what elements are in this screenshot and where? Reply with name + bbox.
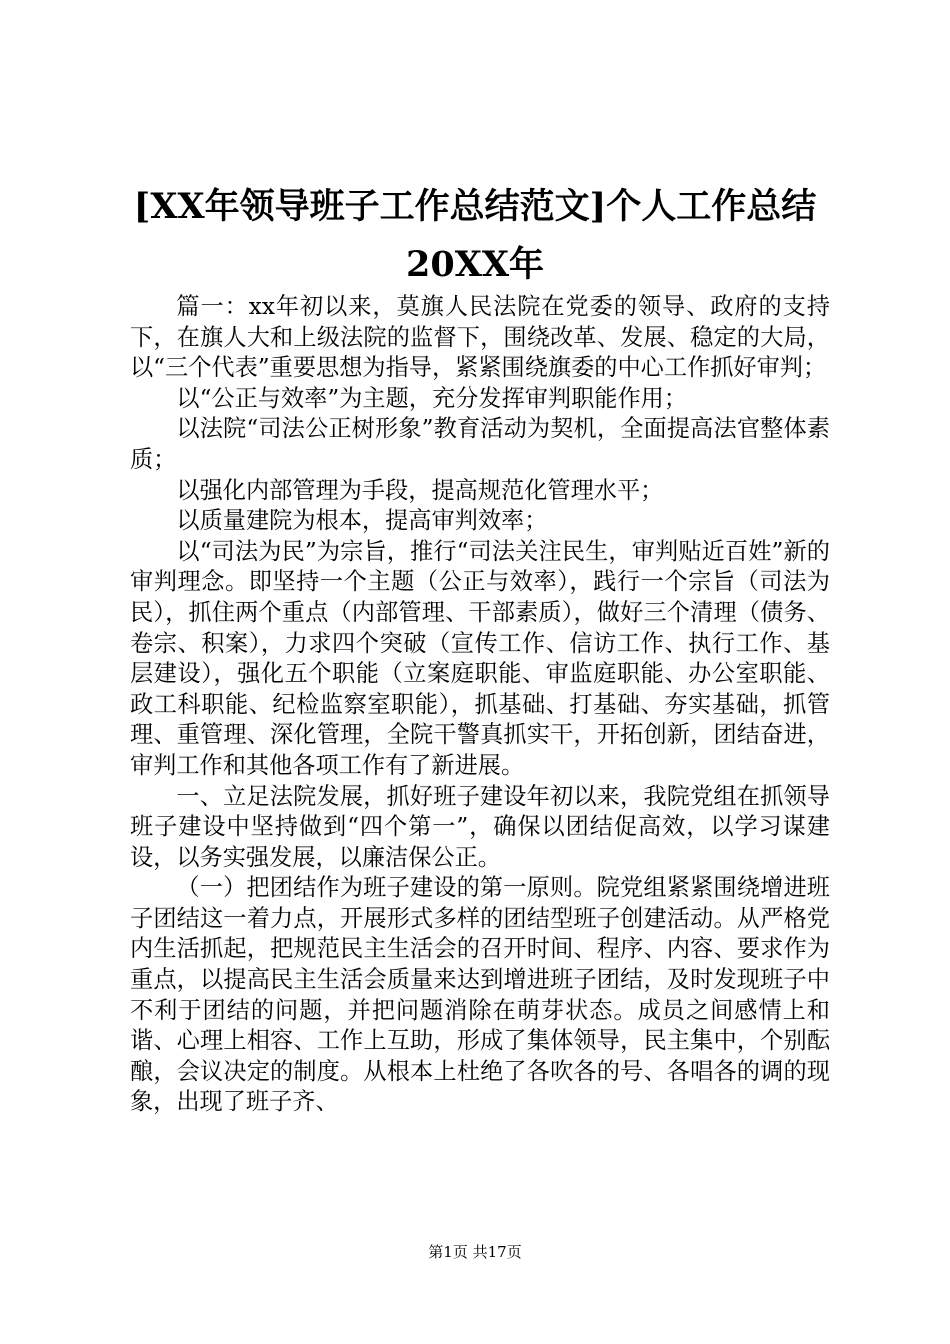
paragraph: 以“司法为民”为宗旨，推行“司法关注民生，审判贴近百姓”新的审判理念。即坚持一个主题（公正与效率），践行一个宗旨（司法为民），抓住两个重点（内部管理、干部素质），做好三个清理（债务、卷宗、积案），力求四个突破（宣传工作、信访工作、执行工作、基层建设），强化五个职能（立案庭职能、审监庭职能、办公室职能、政工科职能、纪检监察室职能），抓基础、打基础、夯实基础，抓管理、重管理、深化管理，全院干警真抓实干，开拓创新，团结奋进，审判工作和其他各项工作有了新进展。 (130, 537, 830, 779)
paragraph: （一）把团结作为班子建设的第一原则。院党组紧紧围绕增进班子团结这一着力点，开展形式多样的团结型班子创建活动。从严格党内生活抓起，把规范民主生活会的召开时间、程序、内容、要求作为重点，以提高民主生活会质量来达到增进班子团结，及时发现班子中不利于团结的问题，并把问题消除在萌芽状态。成员之间感情上和谐、心理上相容、工作上互助，形成了集体领导，民主集中，个别酝酿，会议决定的制度。从根本上杜绝了各吹各的号、各唱各的调的现象，出现了班子齐、 (130, 874, 830, 1116)
paragraph: 以“公正与效率”为主题，充分发挥审判职能作用； (176, 384, 688, 412)
page-footer (0, 1242, 950, 1262)
title-line-2: 20XX年 (405, 244, 545, 285)
document-title (120, 178, 830, 294)
paragraph: 以法院“司法公正树形象”教育活动为契机，全面提高法官整体素质； (130, 415, 830, 473)
page-number: 第1页 共17页 (428, 1243, 522, 1261)
paragraph: 一、立足法院发展，抓好班子建设年初以来，我院党组在抓领导班子建设中坚持做到“四个第一”，确保以团结促高效，以学习谋建设，以务实强发展，以廉洁保公正。 (130, 782, 830, 871)
title-line-1: [XX年领导班子工作总结范文]个人工作总结 (133, 186, 817, 227)
paragraph: 以质量建院为根本，提高审判效率； (176, 507, 548, 535)
paragraph: 篇一：xx年初以来，莫旗人民法院在党委的领导、政府的支持下，在旗人大和上级法院的监督下，围绕改革、发展、稳定的大局，以“三个代表”重要思想为指导，紧紧围绕旗委的中心工作抓好审判； (130, 293, 830, 382)
document-body (130, 292, 830, 1118)
paragraph: 以强化内部管理为手段，提高规范化管理水平； (176, 476, 664, 504)
